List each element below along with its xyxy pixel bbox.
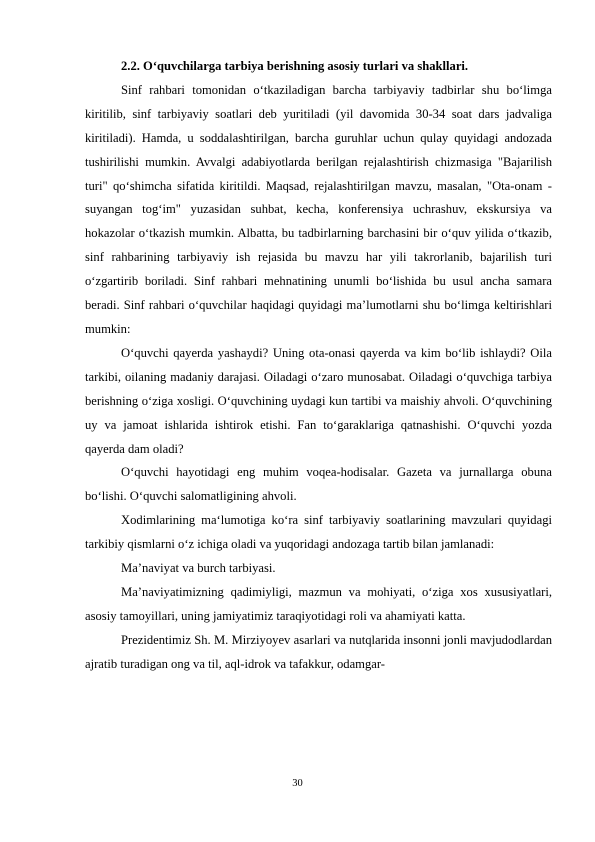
paragraph-2: O‘quvchi qayerda yashaydi? Uning ota-onasi qayerda va kim bo‘lib ishlaydi? Oila tarkibi, oilaning madaniy darajasi. Oiladagi o‘zaro munosabat. Oiladagi o‘quvchiga tarbiya berishning o‘ziga xosligi. O‘quvchining uydagi kun tartibi va maishiy ahvoli. O‘quvchining uy va jamoat ishlarida ishtirok etishi. Fan to‘garaklariga qatnashishi. O‘quvchi yozda qayerda dam oladi? bbox=[85, 345, 552, 456]
paragraph-1: Sinf rahbari tomonidan o‘tkaziladigan barcha tarbiyaviy tadbirlar shu bo‘limga kiritilib, sinf tarbiyaviy soatlari deb yuritiladi (yil davomida 30-34 soat dars jadvaliga kiritiladi). Hamda, u soddalashtirilgan, barcha guruhlar uchun qulay quyidagi andozada tushirilishi mumkin. Avvalgi adabiyotlarda berilgan rejalashtirish chizmasiga "Bajarilish turi" qo‘shimcha sifatida kiritildi. Maqsad, rejalashtirilgan mavzu, masalan, "Ota-onam - suyangan tog‘im" yuzasidan suhbat, kecha, konferensiya uchrashuv, ekskursiya va hokazolar o‘tkazish mumkin. Albatta, bu tadbirlarning barchasini bir o‘quv yilida o‘tkazib, sinf rahbarining tarbiyaviy ish rejasida bu mavzu har yili takrorlanib, bajarilish turi o‘zgartirib boriladi. Sinf rahbari mehnatining unumli bo‘lishida bu usul ancha samara beradi. Sinf rahbari o‘quvchilar haqidagi quyidagi ma’lumotlarni shu bo‘limga keltirishlari mumkin: bbox=[85, 82, 552, 336]
section-heading: 2.2. O‘quvchilarga tarbiya berishning asosiy turlari va shakllari. bbox=[121, 59, 469, 73]
paragraph-6: Ma’naviyatimizning qadimiyligi, mazmun va mohiyati, o‘ziga xos xususiyatlari, asosiy tamoyillari, uning jamiyatimiz taraqiyotidagi roli va ahamiyati katta. bbox=[85, 584, 552, 623]
page-content bbox=[85, 55, 552, 677]
paragraph-3: O‘quvchi hayotidagi eng muhim voqea-hodisalar. Gazeta va jurnallarga obuna bo‘lishi. O‘quvchi salomatligining ahvoli. bbox=[85, 465, 552, 504]
page-number: 30 bbox=[292, 778, 303, 789]
paragraph-5: Ma’naviyat va burch tarbiyasi. bbox=[121, 561, 276, 576]
paragraph-4: Xodimlarining ma‘lumotiga ko‘ra sinf tarbiyaviy soatlarining mavzulari quyidagi tarkibiy qismlarni o‘z ichiga oladi va yuqoridagi andozaga tartib bilan jamlanadi: bbox=[85, 513, 552, 552]
paragraph-7: Prezidentimiz Sh. M. Mirziyoyev asarlari va nutqlarida insonni jonli mavjudodlardan ajratib turadigan ong va til, aql-idrok va tafakkur, odamgar- bbox=[85, 632, 552, 671]
